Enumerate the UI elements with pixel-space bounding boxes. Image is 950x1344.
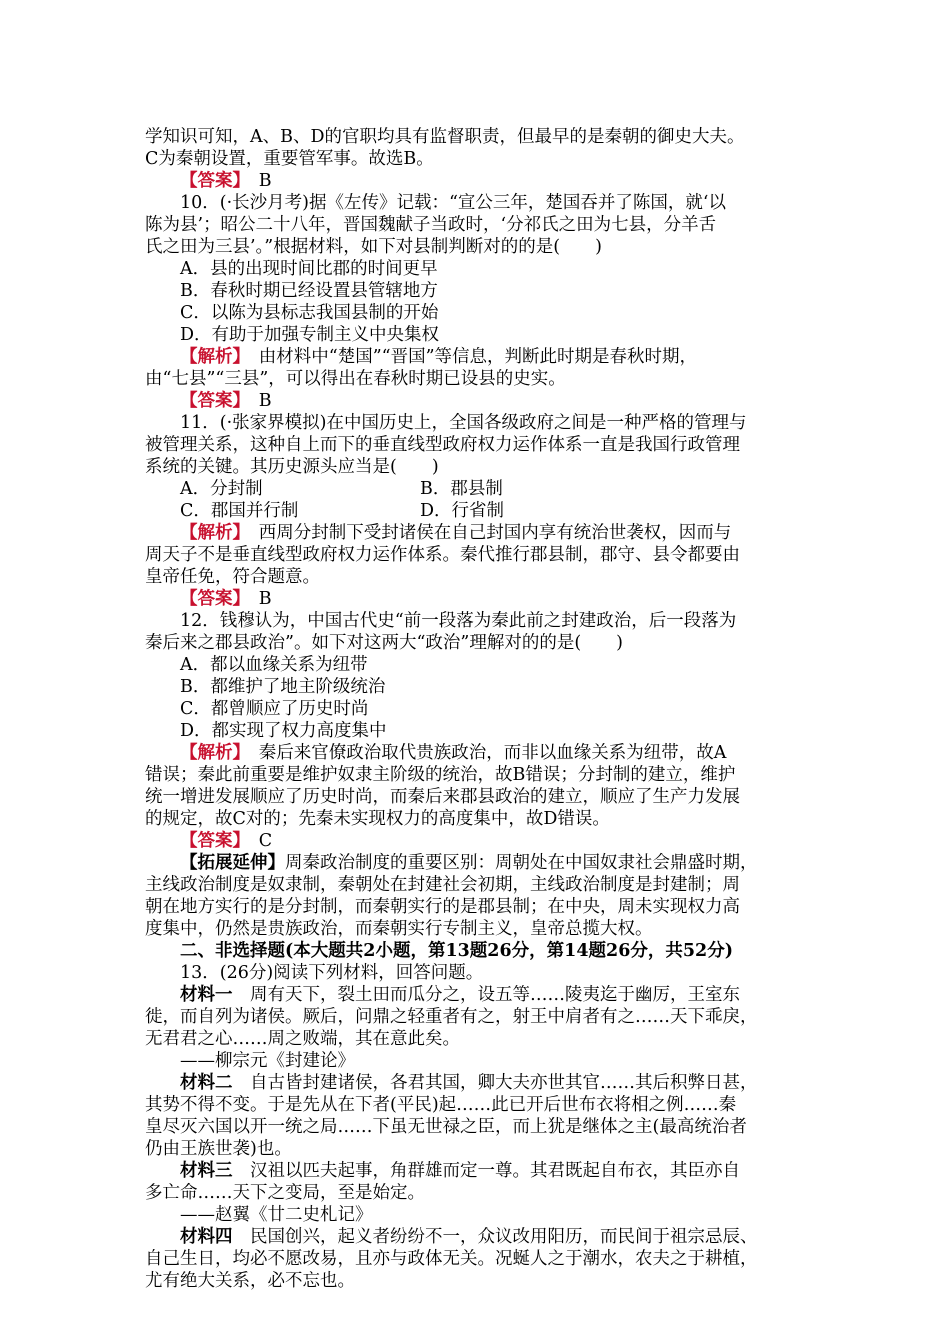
text-line [145, 126, 815, 148]
text-line [145, 368, 815, 390]
option-text: B．郡县制 [420, 479, 503, 499]
text-line [145, 1072, 815, 1094]
line-text: C为秦朝设置，重要管军事。故选B。 [145, 149, 434, 169]
text-line [145, 522, 815, 544]
line-text: D．有助于加强专制主义中央集权 [180, 325, 440, 345]
text-line [145, 1116, 815, 1138]
text-line [145, 1160, 815, 1182]
text-line [145, 170, 815, 192]
material-label: 材料四 [180, 1227, 233, 1247]
line-text: 自己生日，均必不愿改易，且亦与政体无关。况蜒人之于潮水，农夫之于耕植， [145, 1249, 758, 1269]
line-text: A．都以血缘关系为纽带 [180, 655, 368, 675]
text-line [145, 258, 815, 280]
line-text: 由材料中“楚国”“晋国”等信息，判断此时期是春秋时期， [241, 347, 698, 367]
text-line [145, 742, 815, 764]
text-line [145, 1006, 815, 1028]
text-line [145, 544, 815, 566]
line-text: 13．(26分)阅读下列材料，回答问题。 [180, 963, 484, 983]
text-line [145, 346, 815, 368]
line-text: 陈为县’；昭公二十八年，晋国魏献子当政时，‘分祁氏之田为七县，分羊舌 [145, 215, 717, 235]
line-text: 11．(·张家界模拟)在中国历史上，全国各级政府之间是一种严格的管理与 [180, 413, 747, 433]
answer-tag: 【答案】 [180, 391, 242, 411]
material-label: 材料二 [180, 1073, 233, 1093]
text-line [145, 1182, 815, 1204]
line-text: 周秦政治制度的重要区别：周朝处在中国奴隶社会鼎盛时期， [285, 853, 758, 873]
line-text: B [241, 589, 272, 609]
option-text: C．郡国并行制 [180, 501, 299, 521]
text-line [145, 764, 815, 786]
line-text: 主线政治制度是奴隶制，秦朝处在封建社会初期，主线政治制度是封建制；周 [145, 875, 740, 895]
text-line [145, 720, 815, 742]
text-line [145, 588, 815, 610]
line-text: 自古皆封建诸侯，各君其国，卿大夫亦世其官……其后积弊日甚， [232, 1073, 758, 1093]
text-line [145, 984, 815, 1006]
option-text: D．行省制 [420, 501, 505, 521]
text-line [145, 676, 815, 698]
line-text: 学知识可知，A、B、D的官职均具有监督职责，但最早的是秦朝的御史大夫。 [145, 127, 745, 147]
line-text: A．县的出现时间比郡的时间更早 [180, 259, 438, 279]
text-line [145, 1248, 815, 1270]
line-text: 错误；秦此前重要是维护奴隶主阶级的统治，故B错误；分封制的建立，维护 [145, 765, 736, 785]
answer-tag: 【答案】 [180, 171, 242, 191]
text-line [145, 434, 815, 456]
extension-tag: 【拓展延伸】 [180, 853, 285, 873]
line-text: C．以陈为县标志我国县制的开始 [180, 303, 439, 323]
line-text: 无君君之心……周之败端，其在意此矣。 [145, 1029, 460, 1049]
text-line [145, 302, 815, 324]
text-line [145, 852, 815, 874]
text-line [145, 632, 815, 654]
line-text: B．春秋时期已经设置县管辖地方 [180, 281, 438, 301]
line-text: 仍由王族世袭)也。 [145, 1139, 292, 1159]
line-text: 西周分封制下受封诸侯在自己封国内享有统治世袭权，因而与 [241, 523, 732, 543]
line-text: 尤有绝大关系，必不忘也。 [145, 1271, 355, 1291]
option-text: A．分封制 [180, 479, 263, 499]
text-line [145, 1094, 815, 1116]
text-line [145, 896, 815, 918]
material-label: 材料三 [180, 1161, 233, 1181]
text-line [145, 874, 815, 896]
line-text: 系统的关键。其历史源头应当是( ) [145, 457, 439, 477]
line-text: D．都实现了权力高度集中 [180, 721, 387, 741]
answer-tag: 【答案】 [180, 589, 242, 609]
line-text: 被管理关系，这种自上而下的垂直线型政府权力运作体系一直是我国行政管理 [145, 435, 740, 455]
text-line [145, 148, 815, 170]
text-line [145, 654, 815, 676]
text-line [145, 566, 815, 588]
text-line [145, 1028, 815, 1050]
line-text: 汉祖以匹夫起事，角群雄而定一尊。其君既起自布衣，其臣亦自 [232, 1161, 740, 1181]
line-text: B．都维护了地主阶级统治 [180, 677, 386, 697]
line-text: 民国创兴，起义者纷纷不一，众议改用阳历，而民间于祖宗忌辰、 [232, 1227, 758, 1247]
text-line [145, 500, 815, 522]
answer-tag: 【解析】 [180, 743, 242, 763]
line-text: 12．钱穆认为，中国古代史“前一段落为秦此前之封建政治，后一段落为 [180, 611, 737, 631]
line-text: 朝在地方实行的是分封制，而秦朝实行的是郡县制；在中央，周未实现权力高 [145, 897, 740, 917]
line-text: 由“七县”“三县”，可以得出在春秋时期已设县的史实。 [145, 369, 566, 389]
text-line [145, 962, 815, 984]
line-text: 秦后来官僚政治取代贵族政治，而非以血缘关系为纽带，故A [241, 743, 727, 763]
answer-tag: 【答案】 [180, 831, 242, 851]
line-text: 周天子不是垂直线型政府权力运作体系。秦代推行郡县制，郡守、县令都要由 [145, 545, 740, 565]
text-line [145, 1270, 815, 1292]
line-text: 皇尽灭六国以开一统之局……下虽无世禄之臣，而上犹是继体之主(最高统治者 [145, 1117, 747, 1137]
text-line [145, 808, 815, 830]
text-line [145, 610, 815, 632]
line-text: 皇帝任免，符合题意。 [145, 567, 320, 587]
line-text: 多亡命……天下之变局，至是始定。 [145, 1183, 425, 1203]
text-line [145, 390, 815, 412]
text-line [145, 1050, 815, 1072]
text-line [145, 478, 815, 500]
line-text: C．都曾顺应了历史时尚 [180, 699, 369, 719]
text-line [145, 940, 815, 962]
line-text: 10．(·长沙月考)据《左传》记载：“宣公三年，楚国吞并了陈国，就‘以 [180, 193, 726, 213]
text-line [145, 918, 815, 940]
text-line [145, 412, 815, 434]
text-line [145, 214, 815, 236]
text-line [145, 236, 815, 258]
text-line [145, 698, 815, 720]
text-line [145, 786, 815, 808]
line-text: 度集中，仍然是贵族政治，而秦朝实行专制主义，皇帝总揽大权。 [145, 919, 653, 939]
line-text: ——赵翼《廿二史札记》 [180, 1205, 373, 1225]
text-line [145, 280, 815, 302]
section-heading: 二、非选择题(本大题共2小题，第13题26分，第14题26分，共52分) [180, 941, 733, 961]
answer-tag: 【解析】 [180, 347, 242, 367]
text-line [145, 456, 815, 478]
answer-tag: 【解析】 [180, 523, 242, 543]
line-text: 统一增进发展顺应了历史时尚，而秦后来郡县政治的建立，顺应了生产力发展 [145, 787, 740, 807]
text-line [145, 1204, 815, 1226]
line-text: B [241, 391, 272, 411]
line-text: 氏之田为三县’。”根据材料，如下对县制判断对的的是( ) [145, 237, 602, 257]
document-page [145, 126, 815, 1292]
material-label: 材料一 [180, 985, 233, 1005]
line-text: ——柳宗元《封建论》 [180, 1051, 355, 1071]
line-text: 周有天下，裂土田而瓜分之，设五等……陵夷迄于幽厉，王室东 [232, 985, 740, 1005]
text-line [145, 830, 815, 852]
line-text: 徙，而自列为诸侯。厥后，问鼎之轻重者有之，射王中肩者有之……天下乖戾， [145, 1007, 758, 1027]
line-text: 的规定，故C对的；先秦未实现权力的高度集中，故D错误。 [145, 809, 610, 829]
text-line [145, 1138, 815, 1160]
line-text: 其势不得不变。于是先从在下者(平民)起……此已开后世布衣将相之例……秦 [145, 1095, 737, 1115]
text-line [145, 1226, 815, 1248]
line-text: B [241, 171, 272, 191]
line-text: C [241, 831, 273, 851]
text-line [145, 324, 815, 346]
text-line [145, 192, 815, 214]
line-text: 秦后来之郡县政治”。如下对这两大“政治”理解对的的是( ) [145, 633, 623, 653]
